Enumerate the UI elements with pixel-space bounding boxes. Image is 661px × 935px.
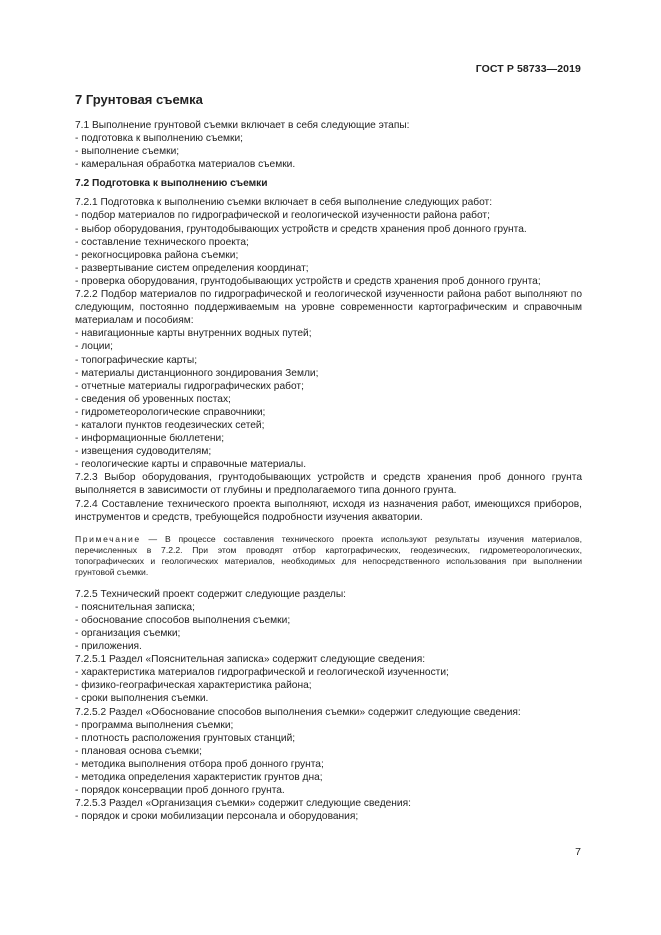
paragraph-7-2-2: 7.2.2 Подбор материалов по гидрографической и геологической изученности района работ выполняют по следующим, постоянно поддерживаемым на уровне современности картографическим и справочным материалам и пособиям: bbox=[75, 289, 582, 327]
paragraph-7-2-1: 7.2.1 Подготовка к выполнению съемки включает в себя выполнение следующих работ: bbox=[75, 197, 493, 209]
list-item: - отчетные материалы гидрографических работ; bbox=[75, 380, 582, 393]
list-item: - обоснование способов выполнения съемки; bbox=[75, 614, 582, 627]
list-item: - организация съемки; bbox=[75, 627, 582, 640]
section-title: 7 Грунтовая съемка bbox=[75, 92, 203, 107]
list-item: - камеральная обработка материалов съемки. bbox=[75, 158, 582, 171]
list-item: - проверка оборудования, грунтодобывающих устройств и средств хранения проб донного грунта; bbox=[75, 275, 582, 288]
list-7-2-5-2 bbox=[75, 719, 582, 798]
list-item: - выбор оборудования, грунтодобывающих устройств и средств хранения проб донного грунта. bbox=[75, 223, 582, 236]
note bbox=[75, 534, 582, 578]
list-item: - физико-географическая характеристика района; bbox=[75, 679, 582, 692]
page-number: 7 bbox=[575, 846, 581, 858]
paragraph-7-2-5-2: 7.2.5.2 Раздел «Обоснование способов выполнения съемки» содержит следующие сведения: bbox=[75, 706, 521, 718]
list-item: - плотность расположения грунтовых станций; bbox=[75, 732, 582, 745]
list-item: - пояснительная записка; bbox=[75, 601, 582, 614]
paragraph-7-2-5: 7.2.5 Технический проект содержит следующие разделы: bbox=[75, 588, 346, 600]
list-item: - подготовка к выполнению съемки; bbox=[75, 132, 582, 145]
list-7-2-1 bbox=[75, 209, 582, 288]
list-item: - навигационные карты внутренних водных путей; bbox=[75, 327, 582, 340]
list-item: - материалы дистанционного зондирования Земли; bbox=[75, 367, 582, 380]
note-text: — В процессе составления технического проекта используют результаты изучения материалов, перечисленных в 7.2.2. При этом проводят отбор картографических, геодезических, гидрометеорологических, топографических и геологических материалов, необходимых для непосредственного использования при выполнении грунтовой съемки. bbox=[75, 533, 582, 577]
list-item: - программа выполнения съемки; bbox=[75, 719, 582, 732]
list-item: - развертывание систем определения координат; bbox=[75, 262, 582, 275]
list-item: - методика выполнения отбора проб донного грунта; bbox=[75, 758, 582, 771]
list-7-1 bbox=[75, 132, 582, 171]
list-item: - каталоги пунктов геодезических сетей; bbox=[75, 419, 582, 432]
list-item: - лоции; bbox=[75, 340, 582, 353]
paragraph-7-1: 7.1 Выполнение грунтовой съемки включает в себя следующие этапы: bbox=[75, 120, 410, 131]
list-item: - порядок и сроки мобилизации персонала и оборудования; bbox=[75, 810, 582, 823]
note-label: Примечание bbox=[75, 533, 141, 544]
list-7-2-5-1 bbox=[75, 666, 582, 705]
list-item: - гидрометеорологические справочники; bbox=[75, 406, 582, 419]
list-item: - порядок консервации проб донного грунта. bbox=[75, 784, 582, 797]
list-item: - методика определения характеристик грунтов дна; bbox=[75, 771, 582, 784]
standard-header: ГОСТ Р 58733—2019 bbox=[475, 63, 581, 75]
list-item: - приложения. bbox=[75, 640, 582, 653]
subsection-title-7-2: 7.2 Подготовка к выполнению съемки bbox=[75, 178, 268, 190]
paragraph-7-2-5-1: 7.2.5.1 Раздел «Пояснительная записка» содержит следующие сведения: bbox=[75, 654, 426, 666]
list-item: - топографические карты; bbox=[75, 354, 582, 367]
list-item: - информационные бюллетени; bbox=[75, 432, 582, 445]
paragraph-7-2-5-3: 7.2.5.3 Раздел «Организация съемки» содержит следующие сведения: bbox=[75, 798, 411, 810]
list-item: - сроки выполнения съемки. bbox=[75, 692, 582, 705]
list-7-2-5-3 bbox=[75, 810, 582, 823]
list-item: - геологические карты и справочные материалы. bbox=[75, 458, 582, 471]
list-item: - выполнение съемки; bbox=[75, 145, 582, 158]
list-item: - составление технического проекта; bbox=[75, 236, 582, 249]
list-item: - характеристика материалов гидрографической и геологической изученности; bbox=[75, 666, 582, 679]
list-item: - плановая основа съемки; bbox=[75, 745, 582, 758]
paragraph-7-2-3: 7.2.3 Выбор оборудования, грунтодобывающих устройств и средств хранения проб донного грунта выполняется в зависимости от глубины и предполагаемого типа донного грунта. bbox=[75, 472, 582, 497]
list-item: - извещения судоводителям; bbox=[75, 445, 582, 458]
paragraph-7-2-4: 7.2.4 Составление технического проекта выполняют, исходя из назначения работ, имеющихся приборов, инструментов и средств, требующейся подробности изучения акватории. bbox=[75, 498, 582, 523]
list-item: - подбор материалов по гидрографической и геологической изученности района работ; bbox=[75, 209, 582, 222]
page-content bbox=[75, 92, 582, 823]
list-item: - сведения об уровенных постах; bbox=[75, 393, 582, 406]
list-item: - рекогносцировка района съемки; bbox=[75, 249, 582, 262]
list-7-2-2 bbox=[75, 327, 582, 471]
list-7-2-5 bbox=[75, 601, 582, 653]
